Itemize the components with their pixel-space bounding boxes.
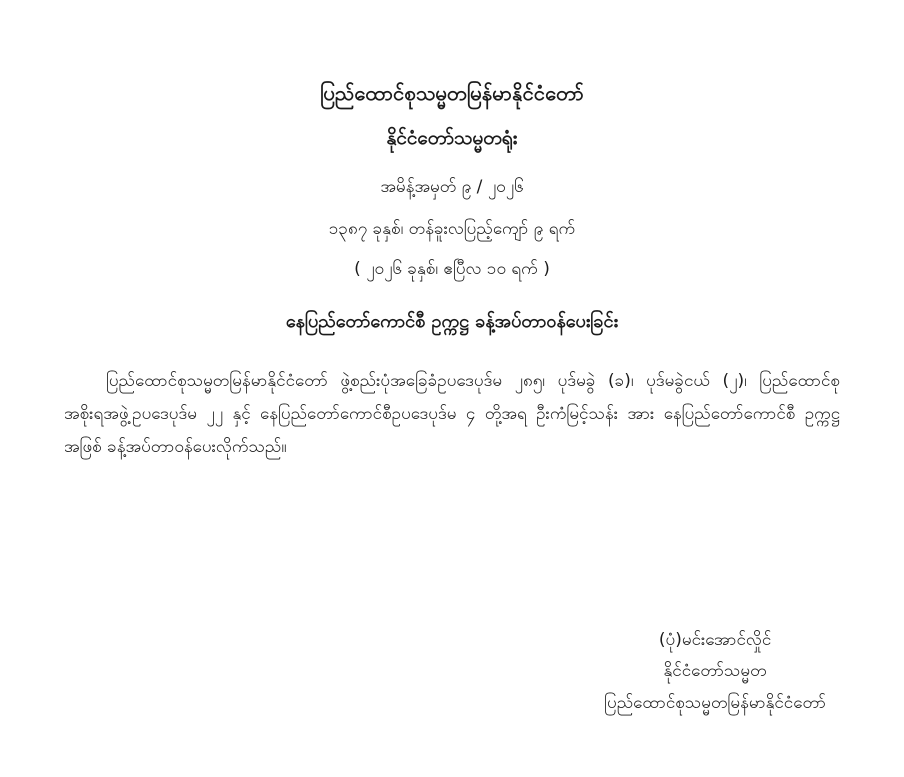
document-body: [64, 365, 840, 464]
document-header: [64, 78, 840, 335]
body-paragraph: ပြည်‌ထောင်စုသမ္မတမြန်မာနိုင်ငံတော် ဖွဲ့စည်းပုံအခြေခံဥပဒေပုဒ်မ ၂၈၅၊ ပုဒ်မခွဲ (ခ)၊ ပုဒ်မခွဲငယ် (၂)၊ ပြည်ထောင်စုအစိုးရအဖွဲ့ဥပဒေပုဒ်မ ၂၂ နှင့် နေပြည်တော်ကောင်စီဥပဒေပုဒ်မ ၄ တို့အရ ဦးကံမြင့်သန်း အား နေပြည်တော်ကောင်စီ ဥက္ကဋ္ဌ အဖြစ် ခန့်အပ်တာဝန်ပေးလိုက်သည်။: [64, 371, 840, 458]
office-heading: နိုင်ငံတော်သမ္မတရုံး: [386, 127, 518, 149]
document-subject: နေပြည်တော်ကောင်စီ ဥက္ကဋ္ဌ ခန့်အပ်တာဝန်ပေးခြင်း: [285, 311, 619, 332]
signatory-name: (ပုံ)မင်းအောင်လှိုင်: [658, 629, 772, 650]
state-name-heading: ပြည်‌ထောင်စုသမ္မတမြန်မာနိုင်ငံတော်: [320, 81, 584, 105]
date-gregorian: ( ၂၀၂၆ ခုနှစ်၊ ဧပြီလ ၁၀ ရက် ): [354, 258, 550, 279]
order-number: အမိန့်အမှတ် ၉ / ၂၀၂၆: [380, 176, 524, 197]
signatory-state: ပြည်‌ထောင်စုသမ္မတမြန်မာနိုင်ငံတော်: [604, 692, 826, 713]
date-myanmar: ၁၃၈၇ ခုနှစ်၊ တန်ခူးလပြည့်ကျော် ၉ ရက်: [328, 219, 576, 239]
signature-block: [604, 625, 826, 719]
signatory-title: နိုင်ငံတော်သမ္မတ: [663, 661, 767, 682]
